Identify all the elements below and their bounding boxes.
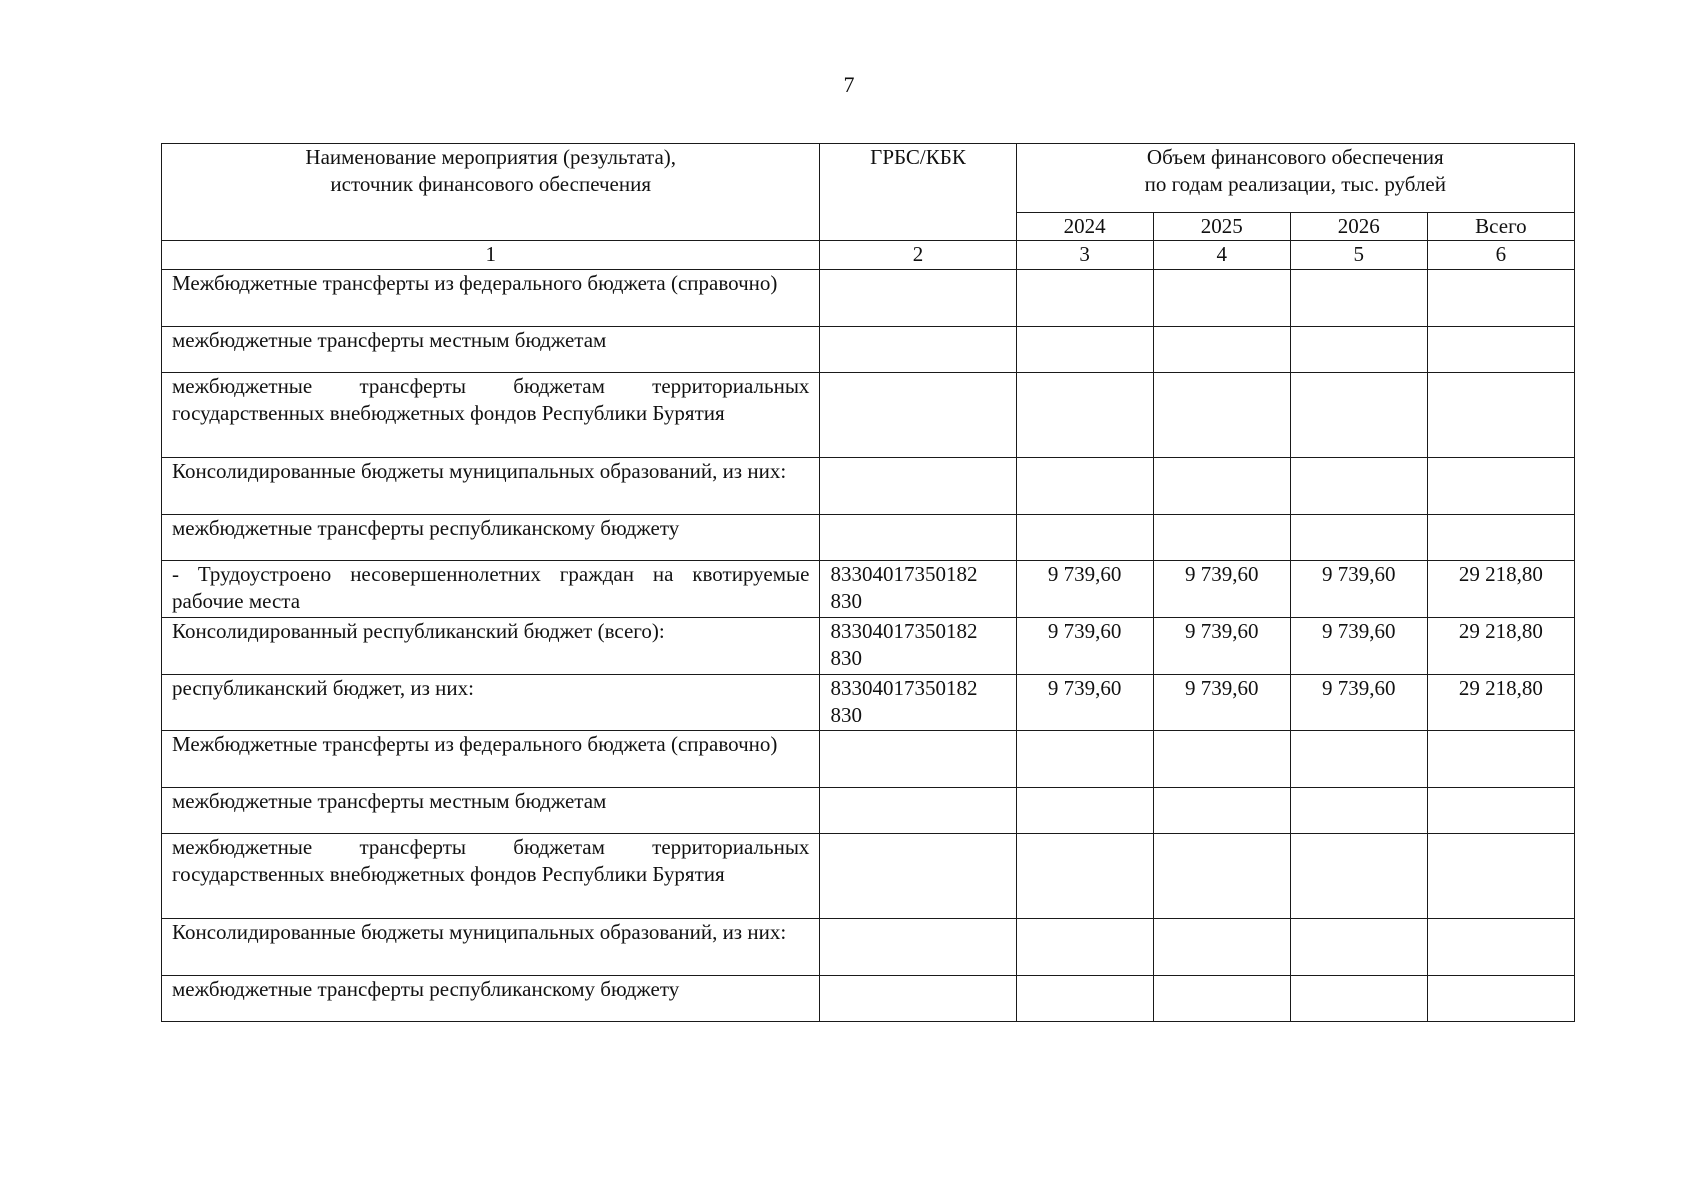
- row-value-2025: [1153, 515, 1290, 561]
- row-kbk: [820, 788, 1016, 834]
- row-value-2025: [1153, 270, 1290, 327]
- row-value-2024: [1016, 373, 1153, 458]
- row-value-2026: [1290, 270, 1427, 327]
- row-value-2025: 9 739,60: [1153, 675, 1290, 731]
- row-value-2026: [1290, 919, 1427, 976]
- row-value-2026: [1290, 788, 1427, 834]
- header-year-2024: 2024: [1016, 213, 1153, 241]
- row-value-2026: [1290, 731, 1427, 788]
- row-kbk: [820, 731, 1016, 788]
- table-row: [162, 515, 1575, 561]
- row-value-2026: [1290, 976, 1427, 1022]
- page-number: 7: [843, 72, 855, 97]
- financing-table: [161, 143, 1575, 1022]
- row-value-total: 29 218,80: [1427, 618, 1574, 675]
- row-value-2025: [1153, 327, 1290, 373]
- table-body: [162, 270, 1575, 1022]
- row-kbk: [820, 834, 1016, 919]
- column-numbers-row: [162, 241, 1575, 270]
- header-year-2026: 2026: [1290, 213, 1427, 241]
- row-value-2024: [1016, 919, 1153, 976]
- header-year-2025: 2025: [1153, 213, 1290, 241]
- row-value-2026: [1290, 458, 1427, 515]
- row-name: Межбюджетные трансферты из федерального бюджета (справочно): [162, 270, 820, 327]
- table-row: [162, 618, 1575, 675]
- row-value-2026: [1290, 515, 1427, 561]
- row-name: Консолидированные бюджеты муниципальных образований, из них:: [162, 919, 820, 976]
- row-value-2025: [1153, 731, 1290, 788]
- row-value-2024: [1016, 327, 1153, 373]
- row-value-2026: [1290, 834, 1427, 919]
- row-value-2024: 9 739,60: [1016, 675, 1153, 731]
- column-number: 1: [162, 241, 820, 270]
- table-header: [162, 144, 1575, 270]
- row-value-2024: [1016, 458, 1153, 515]
- row-value-2026: 9 739,60: [1290, 561, 1427, 618]
- row-kbk: [820, 515, 1016, 561]
- row-kbk: 83304017350182 830: [820, 618, 1016, 675]
- row-value-total: [1427, 788, 1574, 834]
- row-value-total: [1427, 270, 1574, 327]
- row-name: межбюджетные трансферты местным бюджетам: [162, 788, 820, 834]
- row-value-2024: 9 739,60: [1016, 561, 1153, 618]
- table-row: [162, 373, 1575, 458]
- column-number: 5: [1290, 241, 1427, 270]
- row-value-total: [1427, 515, 1574, 561]
- row-name: межбюджетные трансферты бюджетам территориальных государственных внебюджетных фондов Республики Бурятия: [162, 373, 820, 458]
- table-row: [162, 834, 1575, 919]
- header-name-line2: источник финансового обеспечения: [330, 172, 652, 196]
- row-value-2025: 9 739,60: [1153, 561, 1290, 618]
- row-name: межбюджетные трансферты местным бюджетам: [162, 327, 820, 373]
- row-kbk: [820, 327, 1016, 373]
- row-value-2024: [1016, 834, 1153, 919]
- row-value-2026: [1290, 327, 1427, 373]
- table-row: [162, 731, 1575, 788]
- table-row: [162, 561, 1575, 618]
- row-kbk: [820, 976, 1016, 1022]
- table-row: [162, 327, 1575, 373]
- row-value-2024: 9 739,60: [1016, 618, 1153, 675]
- table-row: [162, 458, 1575, 515]
- row-value-2024: [1016, 270, 1153, 327]
- row-name: Консолидированный республиканский бюджет (всего):: [162, 618, 820, 675]
- row-value-total: [1427, 919, 1574, 976]
- row-value-total: [1427, 458, 1574, 515]
- header-name-column: [162, 144, 820, 241]
- row-value-2025: [1153, 373, 1290, 458]
- table-row: [162, 788, 1575, 834]
- row-value-2025: [1153, 458, 1290, 515]
- row-value-2026: [1290, 373, 1427, 458]
- row-value-total: [1427, 976, 1574, 1022]
- row-value-2024: [1016, 731, 1153, 788]
- row-name: межбюджетные трансферты республиканскому бюджету: [162, 976, 820, 1022]
- row-value-2025: 9 739,60: [1153, 618, 1290, 675]
- row-value-total: [1427, 373, 1574, 458]
- row-value-total: [1427, 731, 1574, 788]
- row-value-2025: [1153, 788, 1290, 834]
- row-value-total: [1427, 327, 1574, 373]
- row-kbk: [820, 919, 1016, 976]
- row-value-2025: [1153, 834, 1290, 919]
- header-volume-column: [1016, 144, 1574, 213]
- row-kbk: 83304017350182 830: [820, 675, 1016, 731]
- row-name: межбюджетные трансферты бюджетам территориальных государственных внебюджетных фондов Республики Бурятия: [162, 834, 820, 919]
- header-volume-line1: Объем финансового обеспечения: [1146, 145, 1444, 169]
- column-number: 6: [1427, 241, 1574, 270]
- table-row: [162, 919, 1575, 976]
- header-total: Всего: [1427, 213, 1574, 241]
- row-kbk: [820, 458, 1016, 515]
- column-number: 3: [1016, 241, 1153, 270]
- column-number: 2: [820, 241, 1016, 270]
- row-name: межбюджетные трансферты республиканскому бюджету: [162, 515, 820, 561]
- header-volume-line2: по годам реализации, тыс. рублей: [1144, 172, 1446, 196]
- column-number: 4: [1153, 241, 1290, 270]
- row-value-2025: [1153, 976, 1290, 1022]
- row-kbk: [820, 373, 1016, 458]
- row-value-2024: [1016, 515, 1153, 561]
- row-name: - Трудоустроено несовершеннолетних граждан на квотируемые рабочие места: [162, 561, 820, 618]
- row-value-2026: 9 739,60: [1290, 618, 1427, 675]
- row-name: Консолидированные бюджеты муниципальных образований, из них:: [162, 458, 820, 515]
- row-value-total: 29 218,80: [1427, 561, 1574, 618]
- table-row: [162, 270, 1575, 327]
- row-name: Межбюджетные трансферты из федерального бюджета (справочно): [162, 731, 820, 788]
- header-kbk-column: ГРБС/КБК: [820, 144, 1016, 241]
- row-kbk: [820, 270, 1016, 327]
- table-row: [162, 976, 1575, 1022]
- row-value-2024: [1016, 788, 1153, 834]
- row-value-total: [1427, 834, 1574, 919]
- header-name-line1: Наименование мероприятия (результата),: [305, 145, 677, 169]
- row-name: республиканский бюджет, из них:: [162, 675, 820, 731]
- row-value-2025: [1153, 919, 1290, 976]
- row-value-2024: [1016, 976, 1153, 1022]
- row-kbk: 83304017350182 830: [820, 561, 1016, 618]
- row-value-2026: 9 739,60: [1290, 675, 1427, 731]
- table-row: [162, 675, 1575, 731]
- row-value-total: 29 218,80: [1427, 675, 1574, 731]
